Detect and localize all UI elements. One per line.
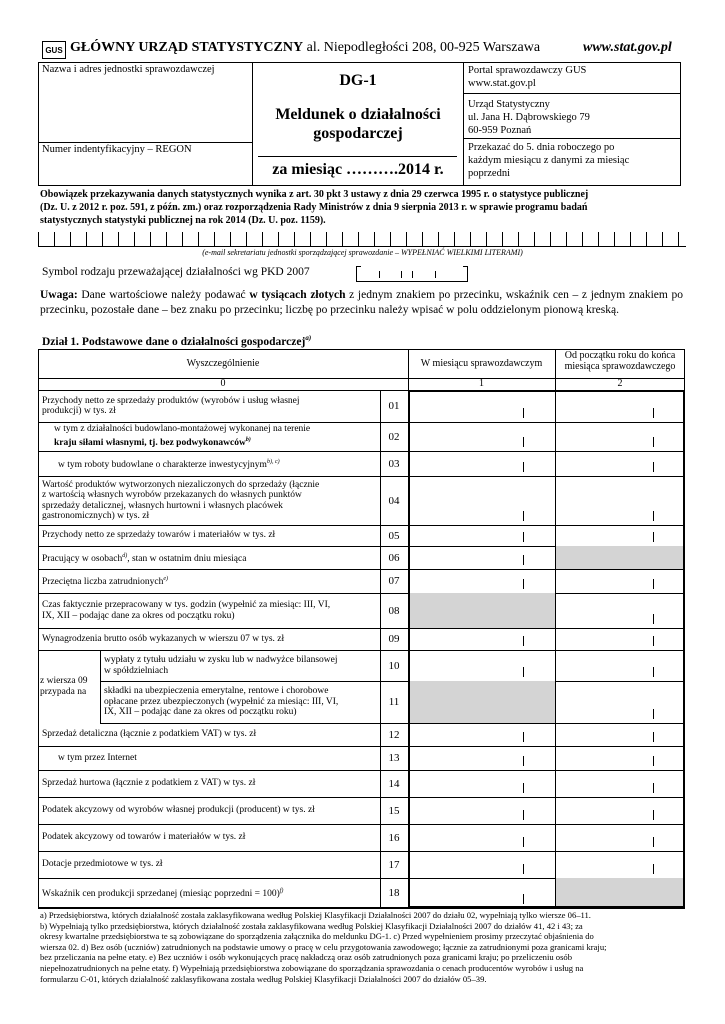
header-url: www.stat.gov.pl bbox=[583, 40, 672, 55]
column-index-0: 0 bbox=[220, 378, 226, 389]
table-row-label: Wynagrodzenia brutto osób wykazanych w wierszu 07 w tys. zł bbox=[42, 633, 285, 644]
data-table bbox=[38, 349, 685, 908]
table-row-number: 09 bbox=[388, 633, 400, 645]
footnotes: a) Przedsiębiorstwa, których działalność została zaklasyfikowana według Polskiej Klasyfikacji Działalności 2007 do działu 02, wypełniają tylko wiersze 06–11. b) Wypełniają tylko przedsiębiorstwa, których działalność została zaklasyfikowana według Polskiej Klasyfikacji Działalności 2007 do działów 41, 42 i 43; za okresy kwartalne przedsiębiorstwa te są zobowiązane do sporządzenia załącznika do meldunku DG-1. c) Przed wypełnieniem prosimy przeczytać objaśnienia do wiersza 02. d) Bez osób (uczniów) zatrudnionych na podstawie umowy o pracę w celu przygotowania zawodowego; łącznie za zatrudnionymi poza granicami kraju; bez przeliczania na pełne etaty. e) Bez uczniów i osób wykonujących pracę nakładczą oraz osób zatrudnionych poza granicami kraju; po przeliczeniu osób niepełnozatrudnionych na pełne etaty. f) Wypełniają przedsiębiorstwa zobowiązane do sporządzania sprawozdania o cenach producentów wyrobów i usług na formularzu C-01, których działalność zaklasyfikowana została według Polskiej Klasyfikacji Działalności 2007 do działów 05–39. bbox=[40, 910, 607, 984]
table-row-label: składki na ubezpieczenia emerytalne, rentowe i chorobowe opłacane przez ubezpieczonych (wypełnić za miesiąc: III, VI, IX, XII – podając dane za okres od początku roku) bbox=[104, 686, 339, 718]
table-row-number: 05 bbox=[388, 529, 400, 542]
table-row-label: Wskaźnik cen produkcji sprzedanej (miesiąc poprzedni = 100)$^{f)}$ bbox=[42, 888, 284, 900]
table-row-label: Przychody netto ze sprzedaży produktów (wyrobów i usług własnej produkcji) w tys. zł bbox=[42, 395, 300, 416]
table-row-number: 14 bbox=[388, 777, 400, 790]
form-title-2: gospodarczej bbox=[313, 125, 403, 142]
table-row-label: Sprzedaż hurtowa (łącznie z podatkiem z VAT) w tys. zł bbox=[42, 778, 256, 789]
column-index-2: 2 bbox=[617, 378, 623, 389]
table-row-number: 15 bbox=[388, 804, 400, 817]
table-row-number: 18 bbox=[388, 887, 400, 899]
table-row-label: Czas faktycznie przepracowany w tys. godzin (wypełnić za miesiąc: III, VI, IX, XII – podając dane za okres od początku roku) bbox=[42, 600, 331, 621]
regon-label: Numer indentyfikacyjny – REGON bbox=[42, 144, 192, 155]
org-name: GŁÓWNY URZĄD STATYSTYCZNY bbox=[70, 40, 304, 55]
table-row-label: w tym przez Internet bbox=[58, 752, 137, 763]
email-field[interactable] bbox=[38, 229, 686, 247]
section-title: Dział 1. Podstawowe dane o działalności gospodarczej$^{a)}$ bbox=[42, 334, 312, 348]
table-row-number: 07 bbox=[388, 575, 400, 587]
table-row-label: Dotacje przedmiotowe w tys. zł bbox=[42, 859, 163, 870]
table-row-number: 08 bbox=[388, 604, 400, 617]
deadline-line-3: poprzedni bbox=[468, 168, 510, 179]
table-row-label: w tym z działalności budowlano-montażowej wykonanej na terenie kraju siłami własnymi, tj. bez podwykonawców$^{b)}$ bbox=[54, 424, 311, 449]
legal-text: Obowiązek przekazywania danych statystycznych wynika z art. 30 pkt 3 ustawy z dnia 29 czerwca 1995 r. o statystyce publicznej (Dz. U. z 2012 r. poz. 591, z późn. zm.) oraz rozporządzenia Rady Ministrów z dnia 9 sierpnia 2013 r. w sprawie programu badań statystycznych statystyki publicznej na rok 2014 (Dz. U. poz. 1159). bbox=[40, 189, 589, 226]
gus-logo: GUS bbox=[42, 41, 66, 59]
table-row-number: 12 bbox=[388, 728, 400, 741]
group-label-row-09: z wiersza 09 przypada na bbox=[40, 676, 88, 697]
column-header-description: Wyszczególnienie bbox=[186, 358, 260, 369]
table-row-number: 10 bbox=[388, 659, 400, 672]
header-line bbox=[70, 40, 540, 56]
deadline-line-2: każdym miesiącu z danymi za miesiąc bbox=[468, 155, 630, 166]
table-row-label: Przychody netto ze sprzedaży towarów i materiałów w tys. zł bbox=[42, 530, 276, 541]
table-row-label: Podatek akcyzowy od towarów i materiałów w tys. zł bbox=[42, 832, 246, 843]
table-row-number: 11 bbox=[388, 696, 400, 708]
table-row-label: w tym roboty budowlane o charakterze inwestycyjnym$^{b), c)}$ bbox=[58, 458, 280, 470]
column-header-month: W miesiącu sprawozdawczym bbox=[420, 358, 543, 369]
column-header-ytd: Od początku roku do końca miesiąca sprawozdawczego bbox=[564, 350, 676, 372]
table-row-number: 04 bbox=[388, 494, 400, 507]
table-row-label: Wartość produktów wytworzonych niezaliczonych do sprzedaży (łącznie z wartością własnych wyrobów przekazanych do własnych punktów sprzedaży detalicznej, własnych hurtowni i własnych placówek gastronomicznych) w tys. zł bbox=[42, 479, 320, 521]
form-code: DG-1 bbox=[339, 72, 377, 89]
table-row-number: 01 bbox=[388, 400, 400, 412]
table-row-number: 02 bbox=[388, 430, 400, 443]
regon-field[interactable] bbox=[40, 157, 250, 184]
name-address-field[interactable] bbox=[40, 77, 250, 140]
table-row-label: Pracujący w osobach$^{d)}$, stan w ostatnim dniu miesiąca bbox=[42, 552, 247, 564]
note-text: Uwaga: Dane wartościowe należy podawać w tysiącach złotych z jednym znakiem po przecinku, wskaźnik cen – z jednym znakiem po przecinku, pozostałe dane – bez znaku po przecinku; liczbę po przecinku należy wpisać w polu oddzielonym pionową kreską. bbox=[40, 289, 683, 316]
org-address: al. Niepodległości 208, 00-925 Warszawa bbox=[306, 40, 541, 55]
form-period: za miesiąc ……….2014 r. bbox=[272, 161, 444, 178]
portal-url: www.stat.gov.pl bbox=[468, 78, 536, 89]
table-row-number: 16 bbox=[388, 831, 400, 844]
table-row-label: Przeciętna liczba zatrudnionych$^{e)}$ bbox=[42, 576, 169, 588]
table-row-label: Sprzedaż detaliczna (łącznie z podatkiem VAT) w tys. zł bbox=[42, 729, 257, 740]
table-row-number: 06 bbox=[388, 551, 400, 564]
column-index-1: 1 bbox=[479, 378, 484, 389]
name-address-label: Nazwa i adres jednostki sprawozdawczej bbox=[42, 64, 215, 75]
office-street: ul. Jana H. Dąbrowskiego 79 bbox=[468, 112, 590, 123]
deadline-line-1: Przekazać do 5. dnia roboczego po bbox=[468, 142, 615, 153]
email-caption: (e-mail sekretariatu jednostki sporządzającej sprawozdanie – WYPEŁNIAĆ WIELKIMI LITERAMI) bbox=[202, 248, 523, 257]
office-city: 60-959 Poznań bbox=[468, 125, 532, 136]
office-name: Urząd Statystyczny bbox=[468, 99, 550, 110]
table-row-number: 03 bbox=[388, 457, 400, 470]
table-row-number: 17 bbox=[388, 858, 400, 871]
pkd-field[interactable] bbox=[356, 266, 468, 282]
portal-label: Portal sprawozdawczy GUS bbox=[468, 65, 587, 76]
form-title-1: Meldunek o działalności bbox=[275, 106, 441, 123]
table-row-number: 13 bbox=[388, 752, 400, 764]
table-row-label: wypłaty z tytułu udziału w zysku lub w nadwyżce bilansowej w spółdzielniach bbox=[104, 655, 338, 676]
table-row-label: Podatek akcyzowy od wyrobów własnej produkcji (producent) w tys. zł bbox=[42, 805, 315, 816]
pkd-label: Symbol rodzaju przeważającej działalności wg PKD 2007 bbox=[42, 266, 310, 278]
